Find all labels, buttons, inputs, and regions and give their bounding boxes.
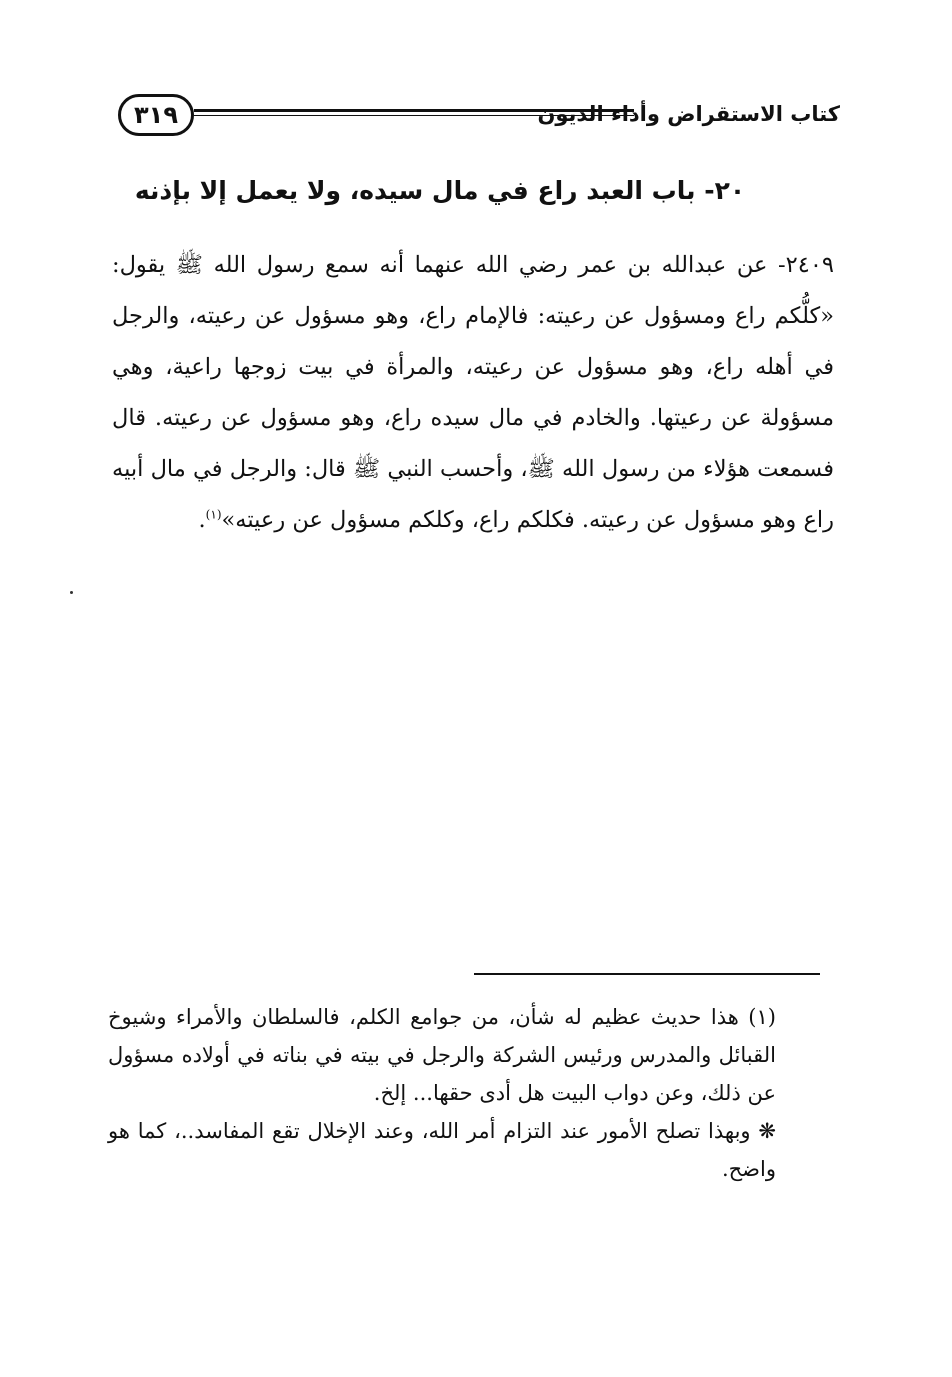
stray-ink-dot (70, 591, 73, 594)
hadith-text-block (112, 240, 834, 546)
page-number: ٣١٩ (134, 101, 178, 129)
chapter-heading: ٢٠- باب العبد راع في مال سيده، ولا يعمل إلا بإذنه (134, 176, 746, 205)
running-title: كتاب الاستقراض وأداء الديون (537, 102, 840, 126)
footnote-note: ❋ وبهذا تصلح الأمور عند التزام أمر الله، وعند الإخلال تقع المفاسد..، كما هو واضح. (108, 1119, 776, 1181)
hadith-end: . (198, 507, 206, 533)
page-header (110, 92, 840, 142)
footnote-separator (474, 973, 820, 975)
hadith-text: ٢٤٠٩- عن عبدالله بن عمر رضي الله عنهما أنه سمع رسول الله ﷺ يقول: «كلُّكم راع ومسؤول عن رعيته: فالإمام راع، وهو مسؤول عن رعيته، والرجل في أهله راع، وهو مسؤول عن رعيته، والمرأة في بيت زوجها راعية، وهي مسؤولة عن رعيتها. والخادم في مال سيده راع، وهو مسؤول عن رعيته. قال فسمعت هؤلاء من رسول الله ﷺ، وأحسب النبي ﷺ قال: والرجل في مال أبيه راع وهو مسؤول عن رعيته. فكلكم راع، وكلكم مسؤول عن رعيته» (112, 252, 834, 533)
footnotes-block (108, 998, 822, 1188)
hadith-paragraph (112, 240, 834, 546)
footnote-1: (١) هذا حديث عظيم له شأن، من جوامع الكلم، فالسلطان والأمراء وشيوخ القبائل والمدرس ورئيس الشركة والرجل في بيته في بناته في أولاده مسؤول عن ذلك، وعن دواب البيت هل أدى حقها... إلخ. (108, 1005, 776, 1105)
footnote-marker: (١) (205, 507, 222, 522)
page-number-badge (118, 94, 194, 136)
